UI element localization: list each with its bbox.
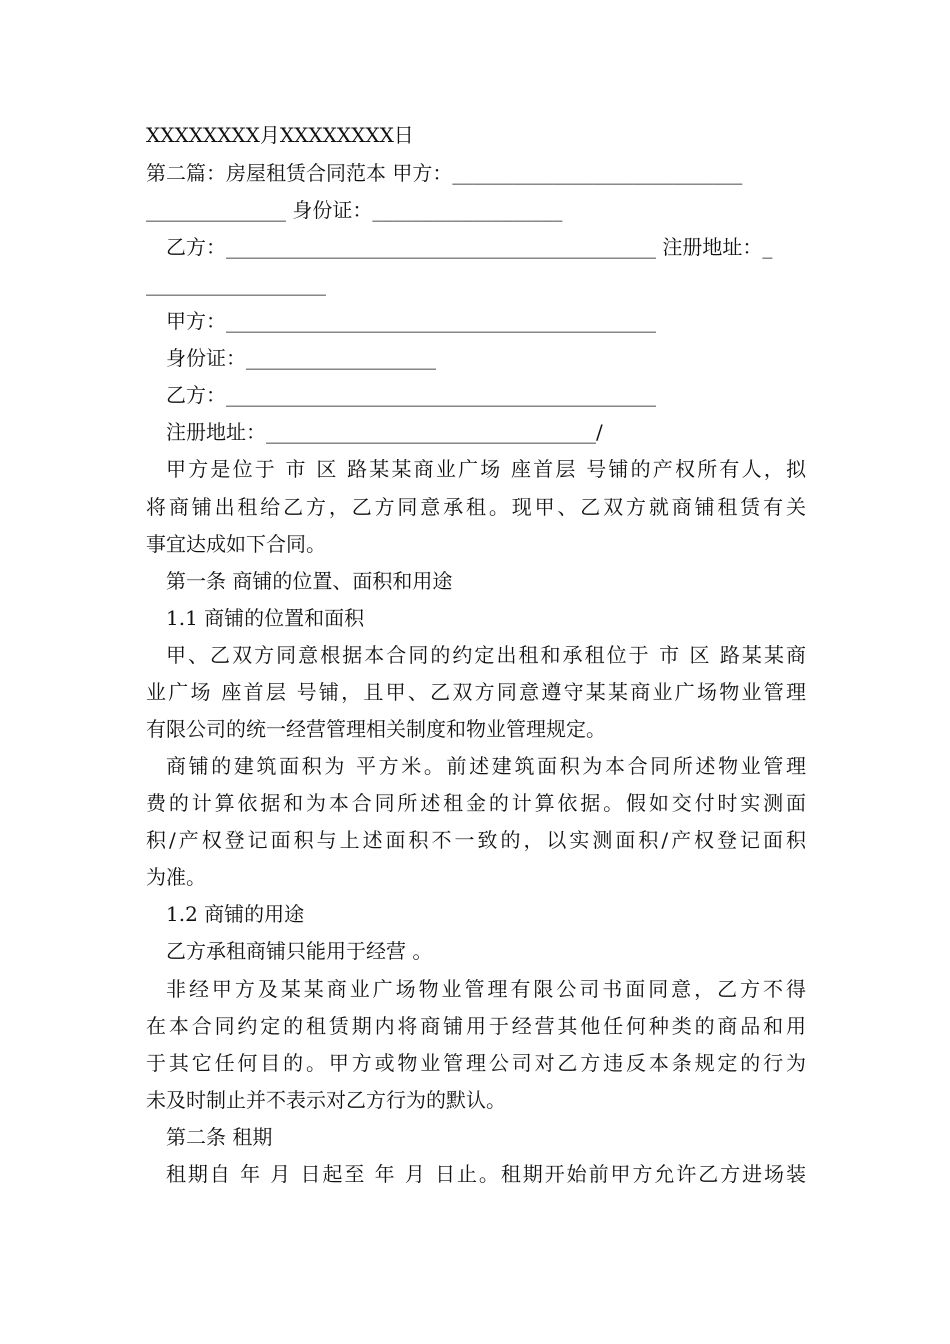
chapter-title-party-a: 第二篇：房屋租赁合同范本 甲方：_____________________________ [146, 161, 743, 185]
id-card-line: ______________ 身份证：___________________ [146, 198, 563, 222]
section-heading: 1.2 商铺的用途 [166, 902, 305, 926]
registered-address-line: 注册地址：_________________________________/ [166, 420, 603, 444]
date-line: XXXXXXXX月XXXXXXXX日 [146, 123, 414, 147]
party-b-line: 乙方：___________________________________________ [166, 383, 656, 407]
paragraph-line: 商铺的建筑面积为 平方米。前述建筑面积为本合同所述物业管理 [166, 754, 806, 778]
article-heading: 第一条 商铺的位置、面积和用途 [166, 569, 453, 593]
party-a-id-line: 身份证：___________________ [166, 346, 436, 370]
paragraph-line: 未及时制止并不表示对乙方行为的默认。 [146, 1088, 506, 1112]
paragraph-line: 事宜达成如下合同。 [146, 532, 326, 556]
paragraph-line: 甲方是位于 市 区 路某某商业广场 座首层 号铺的产权所有人，拟 [166, 457, 806, 481]
section-heading: 1.1 商铺的位置和面积 [166, 606, 365, 630]
paragraph-line: 为准。 [146, 865, 206, 889]
article-heading: 第二条 租期 [166, 1125, 273, 1149]
paragraph-line: 乙方承租商铺只能用于经营 。 [166, 939, 433, 963]
paragraph-line: 业广场 座首层 号铺，且甲、乙双方同意遵守某某商业广场物业管理 [146, 680, 806, 704]
paragraph-line: 在本合同约定的租赁期内将商铺用于经营其他任何种类的商品和用 [146, 1014, 806, 1038]
party-b-address-line: 乙方：___________________________________________ 注册地址：_ [166, 235, 773, 259]
address-blank-line: __________________ [146, 272, 326, 296]
paragraph-line: 有限公司的统一经营管理相关制度和物业管理规定。 [146, 717, 606, 741]
paragraph-line: 租期自 年 月 日起至 年 月 日止。租期开始前甲方允许乙方进场装 [166, 1162, 806, 1186]
paragraph-line: 积/产权登记面积与上述面积不一致的，以实测面积/产权登记面积 [146, 828, 806, 852]
party-a-line: 甲方：___________________________________________ [166, 309, 656, 333]
paragraph-line: 费的计算依据和为本合同所述租金的计算依据。假如交付时实测面 [146, 791, 806, 815]
paragraph-line: 于其它任何目的。甲方或物业管理公司对乙方违反本条规定的行为 [146, 1051, 806, 1075]
paragraph-line: 甲、乙双方同意根据本合同的约定出租和承租位于 市 区 路某某商 [166, 643, 806, 667]
paragraph-line: 非经甲方及某某商业广场物业管理有限公司书面同意，乙方不得 [166, 977, 806, 1001]
paragraph-line: 将商铺出租给乙方，乙方同意承租。现甲、乙双方就商铺租赁有关 [146, 495, 806, 519]
